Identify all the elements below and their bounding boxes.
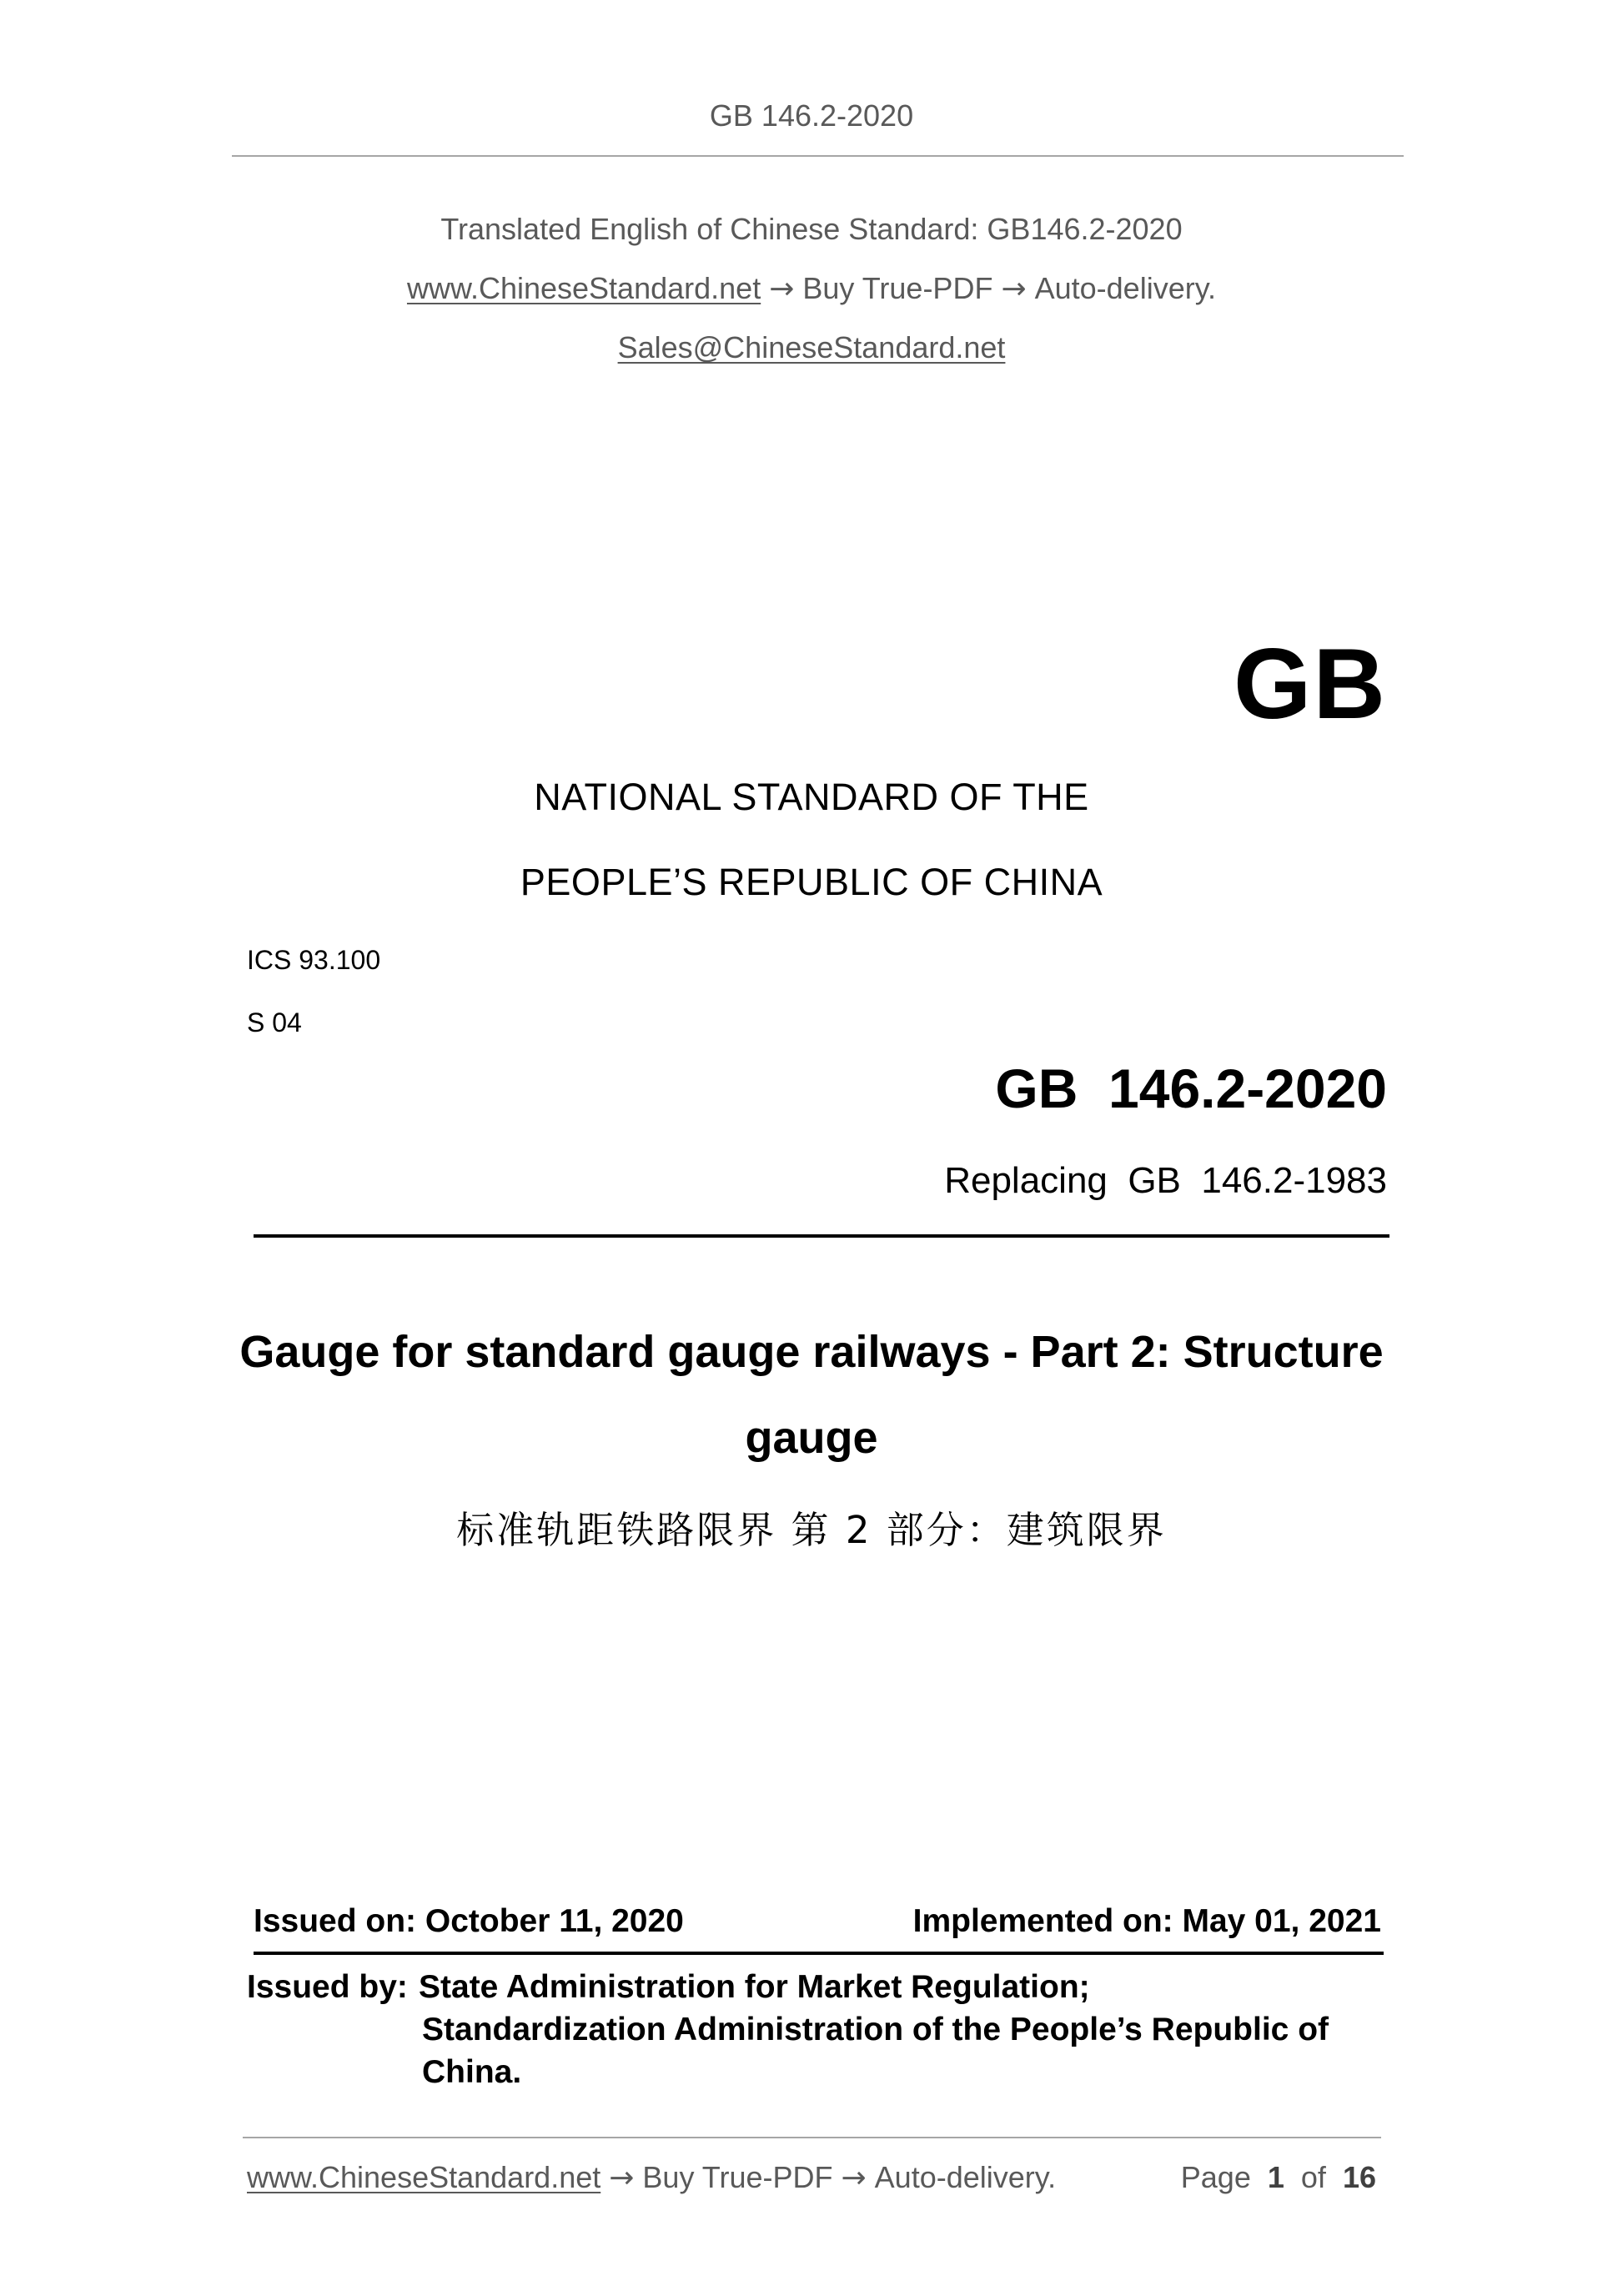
page-indicator	[1181, 2160, 1376, 2195]
right-arrow-icon: →	[609, 2161, 635, 2195]
ics-code: ICS 93.100	[247, 945, 381, 975]
national-standard-line1: NATIONAL STANDARD OF THE	[534, 776, 1089, 818]
issued-by-label: Issued by:	[247, 1969, 408, 2005]
national-standard-line2: PEOPLE’S REPUBLIC OF CHINA	[520, 861, 1103, 903]
replacing-standard: Replacing GB 146.2-1983	[944, 1160, 1387, 1201]
right-arrow-icon: →	[841, 2161, 867, 2195]
implemented-on-date: Implemented on: May 01, 2021	[912, 1903, 1381, 1939]
standard-number: GB 146.2-2020	[995, 1058, 1387, 1119]
title-divider	[254, 1234, 1389, 1238]
title-english-line1: Gauge for standard gauge railways - Part 2: Structure	[239, 1327, 1384, 1377]
issued-on-date: Issued on: October 11, 2020	[254, 1903, 684, 1939]
ccs-code: S 04	[247, 1007, 302, 1037]
promo-title: Translated English of Chinese Standard: GB146.2-2020	[440, 212, 1183, 246]
dates-divider	[254, 1952, 1384, 1955]
running-header: GB 146.2-2020	[709, 98, 914, 133]
footer-divider	[243, 2137, 1381, 2138]
buy-true-pdf-text: Buy True-PDF	[802, 271, 993, 305]
title-chinese: 标准轨距铁路限界 第 2 部分：建筑限界	[456, 1508, 1167, 1552]
page-current: 1	[1267, 2160, 1284, 2194]
issued-by-line3: China.	[422, 2054, 522, 2090]
footer-buy-true-pdf-text: Buy True-PDF	[642, 2160, 833, 2194]
issued-by-line1: State Administration for Market Regulation;	[419, 1969, 1090, 2005]
promo-links-row	[0, 271, 1623, 306]
header-divider	[232, 155, 1404, 157]
gb-mark: GB	[1234, 628, 1387, 740]
page-label: Page	[1180, 2160, 1251, 2194]
site-link[interactable]: www.ChineseStandard.net	[406, 271, 761, 305]
page-of-label: of	[1300, 2160, 1326, 2194]
right-arrow-icon: →	[1001, 272, 1027, 306]
promo-email-row	[0, 330, 1623, 365]
title-english-line2: gauge	[745, 1413, 878, 1463]
footer-auto-delivery-text: Auto-delivery.	[874, 2160, 1057, 2194]
sales-email-link[interactable]: Sales@ChineseStandard.net	[617, 330, 1006, 364]
issued-by-line2: Standardization Administration of the People’s Republic of	[422, 2012, 1329, 2047]
auto-delivery-text: Auto-delivery.	[1034, 271, 1217, 305]
right-arrow-icon: →	[769, 272, 795, 306]
footer-links-row	[247, 2160, 1056, 2195]
footer-site-link[interactable]: www.ChineseStandard.net	[247, 2160, 601, 2194]
page-total: 16	[1342, 2160, 1376, 2194]
